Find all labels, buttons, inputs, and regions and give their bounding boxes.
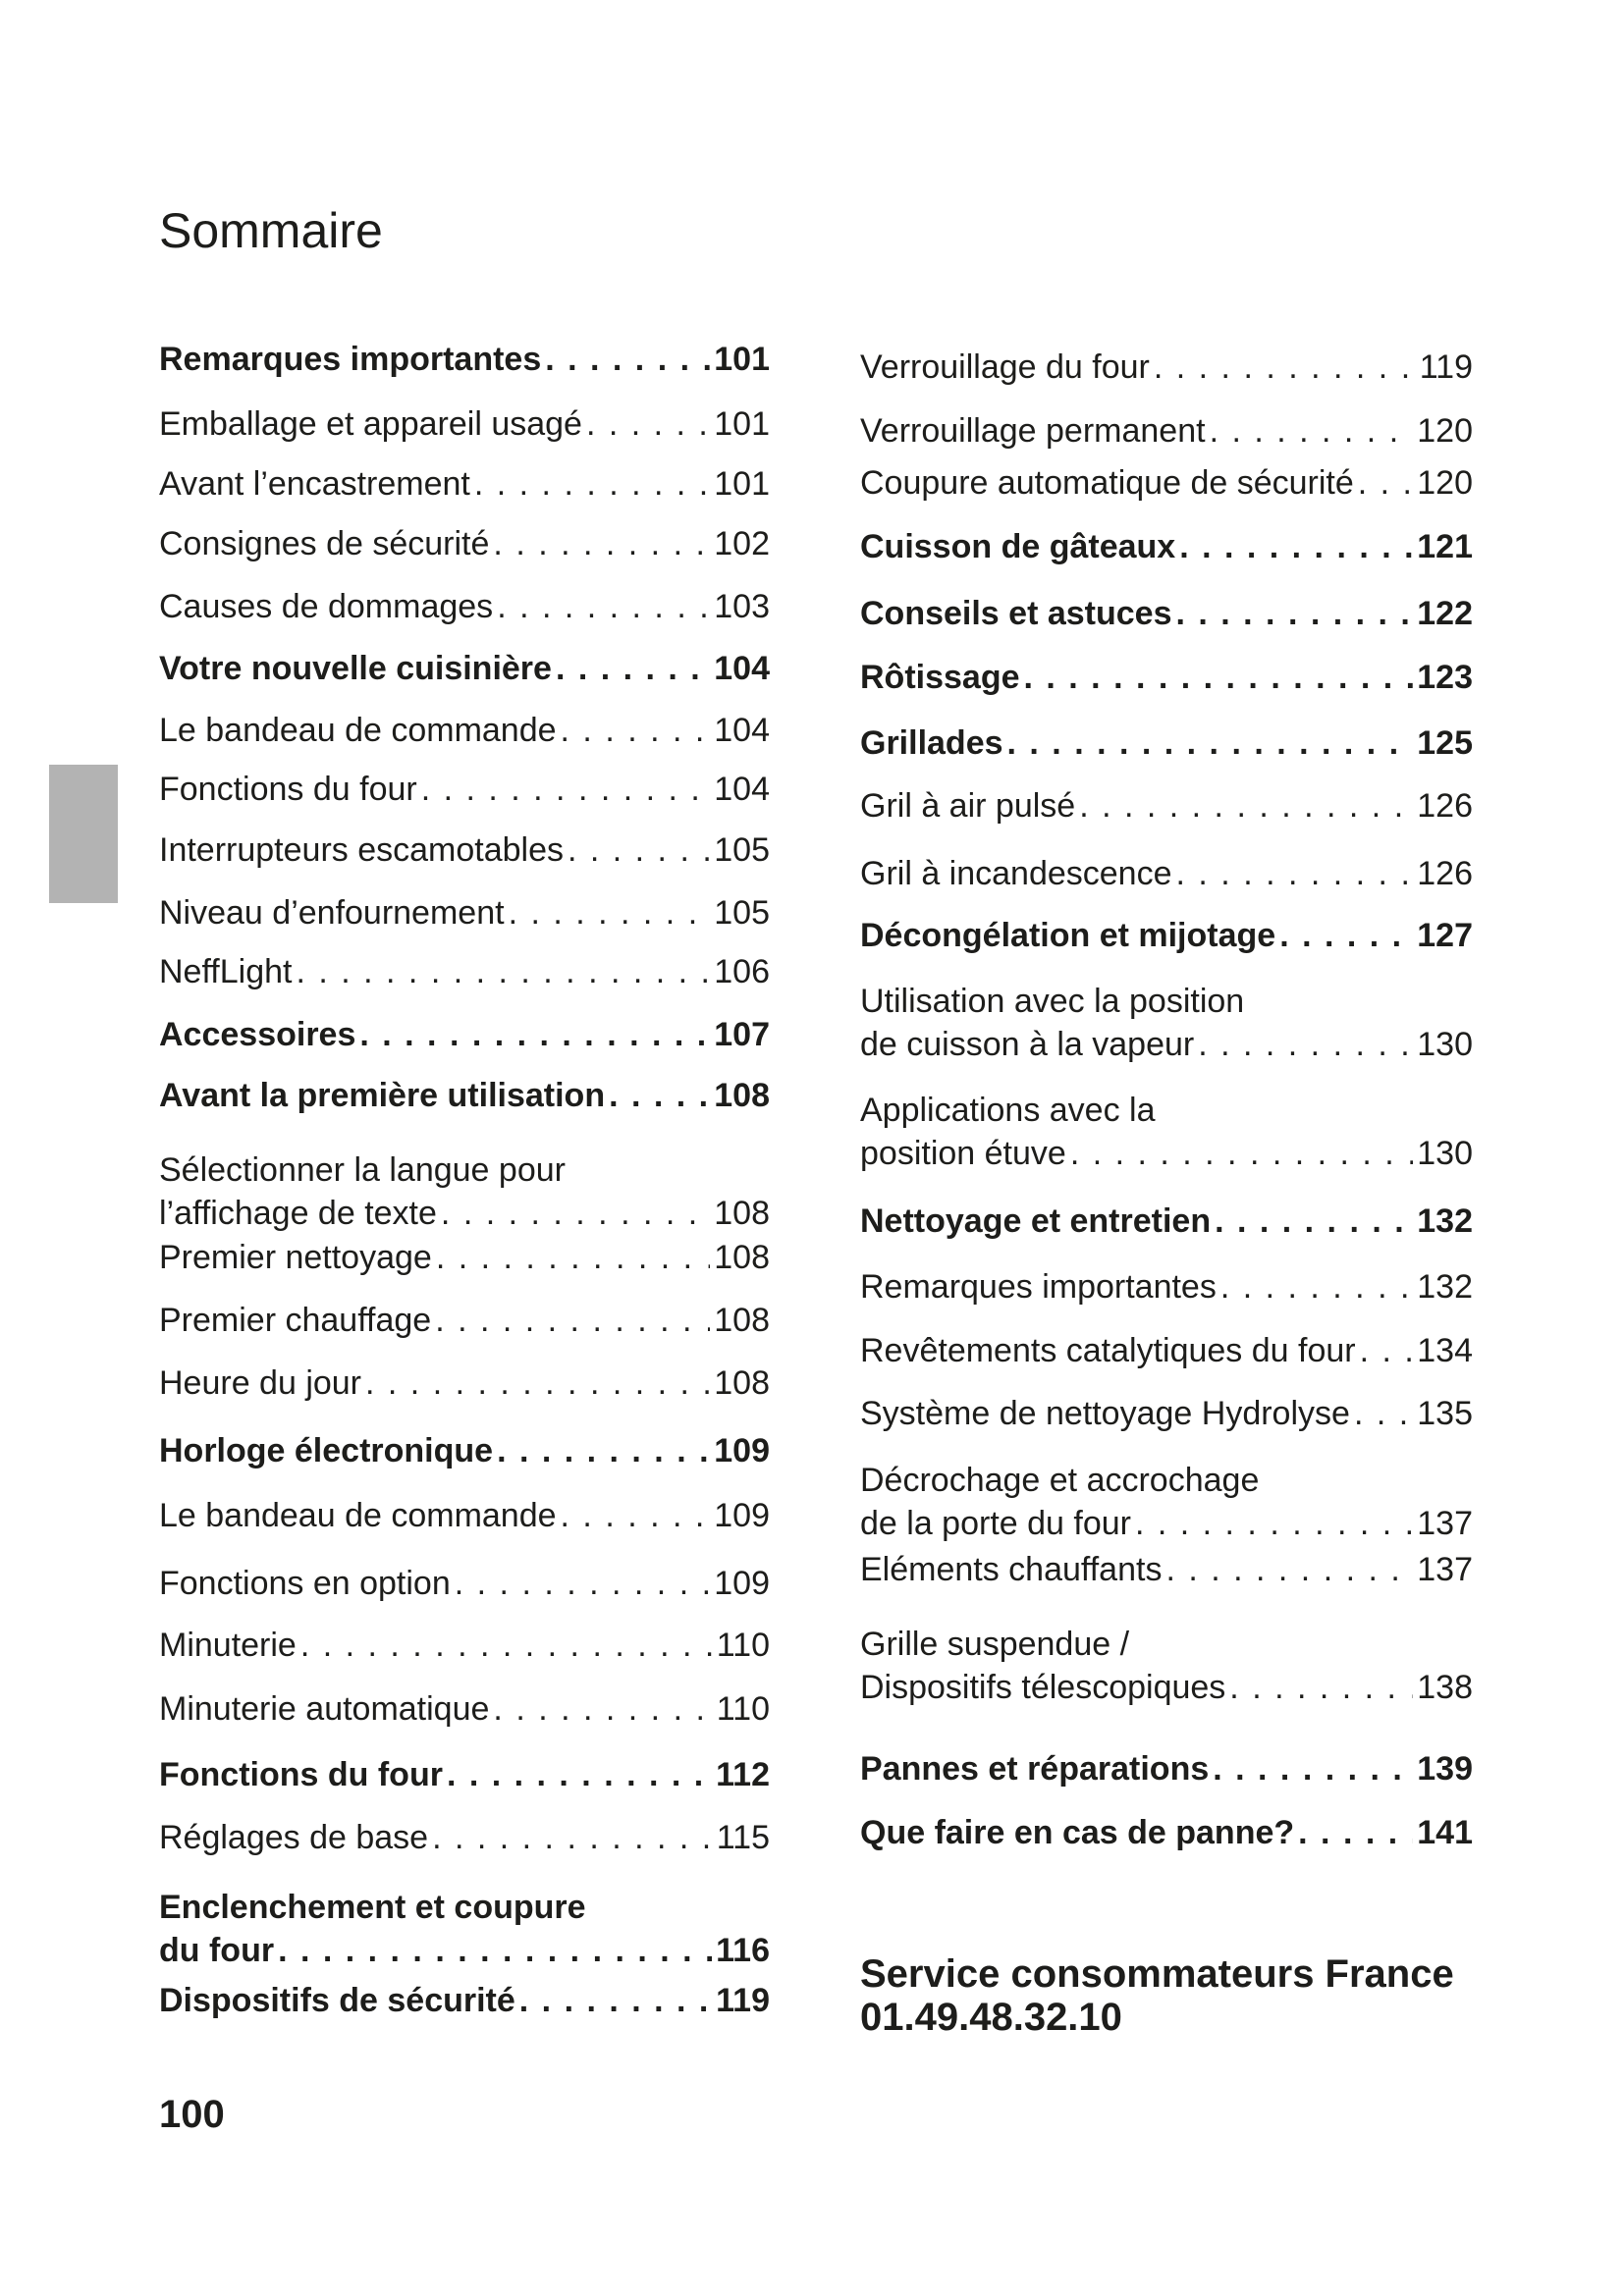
toc-entry-votre-nouvelle-cuisiniere <box>159 647 770 690</box>
toc-entry-nefflight <box>159 950 770 993</box>
dot-leader <box>497 585 710 628</box>
dot-leader <box>561 1494 711 1537</box>
dot-leader <box>1279 914 1413 957</box>
dot-leader <box>1220 1265 1413 1308</box>
toc-entry-consignes-de-securite <box>159 522 770 565</box>
toc-entry-page: 110 <box>716 1690 770 1728</box>
toc-entry-gril-a-air-pulse <box>860 784 1473 828</box>
toc-entry-label: NeffLight <box>159 953 293 990</box>
toc-entry-interrupteurs-escamotables <box>159 828 770 872</box>
toc-entry-page: 105 <box>714 831 770 869</box>
toc-entry-label: Gril à incandescence <box>860 855 1172 892</box>
toc-entry-page: 123 <box>1417 659 1473 696</box>
toc-entry-page: 139 <box>1417 1750 1473 1788</box>
toc-entry-label: Le bandeau de commande <box>159 1497 557 1534</box>
toc-entry-fonctions-du-four <box>159 768 770 811</box>
toc-entry-gril-a-incandescence <box>860 852 1473 895</box>
toc-entry-label: Verrouillage du four <box>860 348 1150 386</box>
toc-entry-label: Minuterie <box>159 1627 297 1664</box>
toc-entry-label: Consignes de sécurité <box>159 525 490 562</box>
toc-entry-label: Minuterie automatique <box>159 1690 490 1728</box>
toc-entry-label: de la porte du four <box>860 1505 1131 1542</box>
toc-entry-page: 108 <box>714 1302 770 1339</box>
toc-entry-label: Premier chauffage <box>159 1302 432 1339</box>
toc-entry-label: Que faire en cas de panne? <box>860 1814 1295 1851</box>
toc-entry-horloge-electronique <box>159 1429 770 1472</box>
toc-entry-page: 102 <box>714 525 770 562</box>
dot-leader <box>586 402 710 446</box>
dot-leader <box>556 647 710 690</box>
section-tab-marker <box>49 765 118 903</box>
toc-entry-nettoyage-et-entretien <box>860 1200 1473 1243</box>
toc-entry-page: 105 <box>714 894 770 932</box>
dot-leader <box>519 1979 712 2022</box>
dot-leader <box>568 828 710 872</box>
toc-entry-label: Causes de dommages <box>159 588 494 625</box>
toc-entry-page: 116 <box>716 1932 770 1969</box>
dot-leader <box>561 709 711 752</box>
dot-leader <box>474 462 710 506</box>
dot-leader <box>1007 721 1414 765</box>
toc-entry-page: 101 <box>714 405 770 443</box>
toc-entry-page: 126 <box>1417 787 1473 825</box>
toc-entry-que-faire-en-cas-de-panne <box>860 1811 1473 1854</box>
toc-entry-label: Grillades <box>860 724 1003 762</box>
dot-leader <box>1215 1200 1413 1243</box>
toc-entry-page: 110 <box>716 1627 770 1664</box>
dot-leader <box>1070 1132 1413 1175</box>
dot-leader <box>432 1816 713 1859</box>
dot-leader <box>296 950 710 993</box>
toc-entry-label: Avant l’encastrement <box>159 465 470 503</box>
dot-leader <box>278 1929 712 1972</box>
dot-leader <box>1079 784 1413 828</box>
toc-entry-page: 104 <box>714 650 770 687</box>
toc-entry-page: 141 <box>1417 1814 1473 1851</box>
toc-entry-premier-nettoyage <box>159 1236 770 1279</box>
toc-entry-page: 108 <box>714 1239 770 1276</box>
toc-entry-rotissage <box>860 656 1473 699</box>
toc-entry-page: 107 <box>714 1016 770 1053</box>
toc-entry-verrouillage-permanent <box>860 409 1473 453</box>
toc-entry-page: 137 <box>1417 1505 1473 1542</box>
toc-entry-page: 101 <box>714 341 770 378</box>
toc-entry-page: 134 <box>1417 1332 1473 1369</box>
toc-entry-minuterie <box>159 1624 770 1667</box>
toc-entry-label: Remarques importantes <box>860 1268 1217 1306</box>
toc-entry-label: Fonctions du four <box>159 771 417 808</box>
toc-entry-label: Dispositifs télescopiques <box>860 1669 1226 1706</box>
dot-leader <box>609 1074 710 1117</box>
toc-entry-label: Premier nettoyage <box>159 1239 432 1276</box>
toc-entry-label: position étuve <box>860 1135 1066 1172</box>
toc-entry-page: 109 <box>714 1565 770 1602</box>
toc-entry-line: Enclenchement et coupure <box>159 1889 586 1926</box>
toc-entry-fonctions-en-option <box>159 1562 770 1605</box>
toc-entry-l-affichage-de-texte <box>159 1148 770 1235</box>
dot-leader <box>455 1562 711 1605</box>
dot-leader <box>1175 592 1413 635</box>
toc-entry-position-etuve <box>860 1089 1473 1175</box>
toc-entry-label: Rôtissage <box>860 659 1020 696</box>
dot-leader <box>1210 409 1414 453</box>
toc-entry-label: Eléments chauffants <box>860 1551 1163 1588</box>
toc-entry-line: Applications avec la <box>860 1092 1156 1129</box>
toc-entry-label: Gril à air pulsé <box>860 787 1076 825</box>
toc-entry-label: Avant la première utilisation <box>159 1077 606 1114</box>
toc-entry-page: 119 <box>1419 348 1473 386</box>
toc-entry-fonctions-du-four <box>159 1753 770 1796</box>
dot-leader <box>1165 1548 1413 1591</box>
toc-entry-label: Dispositifs de sécurité <box>159 1982 515 2019</box>
toc-entry-label: Emballage et appareil usagé <box>159 405 582 443</box>
toc-entry-revetements-catalytiques-du-four <box>860 1329 1473 1372</box>
toc-entry-dispositifs-telescopiques <box>860 1623 1473 1709</box>
toc-entry-page: 115 <box>716 1819 770 1856</box>
toc-entry-avant-la-premiere-utilisation <box>159 1074 770 1117</box>
toc-entry-page: 109 <box>714 1432 770 1469</box>
dot-leader <box>447 1753 712 1796</box>
dot-leader <box>1198 1023 1413 1066</box>
toc-entry-page: 104 <box>714 771 770 808</box>
toc-entry-label: Verrouillage permanent <box>860 412 1206 450</box>
toc-entry-accessoires <box>159 1013 770 1056</box>
toc-entry-page: 101 <box>714 465 770 503</box>
toc-entry-label: Fonctions du four <box>159 1756 443 1793</box>
toc-entry-decongelation-et-mijotage <box>860 914 1473 957</box>
toc-entry-label: Fonctions en option <box>159 1565 451 1602</box>
toc-entry-label: Interrupteurs escamotables <box>159 831 564 869</box>
toc-entry-causes-de-dommages <box>159 585 770 628</box>
toc-entry-line: Utilisation avec la position <box>860 983 1245 1020</box>
toc-entry-de-la-porte-du-four <box>860 1459 1473 1545</box>
toc-entry-label: Heure du jour <box>159 1364 362 1402</box>
toc-entry-page: 121 <box>1417 528 1473 565</box>
toc-entry-remarques-importantes <box>860 1265 1473 1308</box>
service-contact <box>860 1952 1454 2039</box>
dot-leader <box>545 338 710 381</box>
toc-entry-label: Réglages de base <box>159 1819 429 1856</box>
toc-entry-page: 126 <box>1417 855 1473 892</box>
page-title: Sommaire <box>159 203 383 258</box>
dot-leader <box>493 522 710 565</box>
dot-leader <box>1024 656 1414 699</box>
dot-leader <box>421 768 711 811</box>
toc-entry-le-bandeau-de-commande <box>159 709 770 752</box>
dot-leader <box>1360 1329 1414 1372</box>
dot-leader <box>1298 1811 1413 1854</box>
toc-entry-page: 120 <box>1417 464 1473 502</box>
dot-leader <box>359 1013 710 1056</box>
toc-entry-label: Votre nouvelle cuisinière <box>159 650 552 687</box>
toc-entry-de-cuisson-a-la-vapeur <box>860 980 1473 1066</box>
toc-entry-niveau-d-enfournement <box>159 891 770 934</box>
dot-leader <box>441 1192 710 1235</box>
toc-entry-label: Coupure automatique de sécurité <box>860 464 1354 502</box>
toc-entry-page: 138 <box>1417 1669 1473 1706</box>
toc-entry-label: Accessoires <box>159 1016 356 1053</box>
toc-entry-page: 137 <box>1417 1551 1473 1588</box>
toc-entry-page: 122 <box>1417 595 1473 632</box>
dot-leader <box>1179 525 1413 568</box>
service-phone: 01.49.48.32.10 <box>860 1996 1122 2039</box>
toc-entry-line: Décrochage et accrochage <box>860 1462 1260 1499</box>
toc-entry-pannes-et-reparations <box>860 1747 1473 1790</box>
toc-entry-label: Horloge électronique <box>159 1432 494 1469</box>
toc-entry-page: 103 <box>714 588 770 625</box>
toc-entry-page: 112 <box>716 1756 770 1793</box>
dot-leader <box>365 1362 710 1405</box>
toc-entry-label: Système de nettoyage Hydrolyse <box>860 1395 1350 1432</box>
toc-entry-label: Revêtements catalytiques du four <box>860 1332 1356 1369</box>
dot-leader <box>493 1687 712 1731</box>
toc-entry-line: Sélectionner la langue pour <box>159 1151 566 1189</box>
dot-leader <box>1213 1747 1413 1790</box>
toc-entry-page: 119 <box>716 1982 770 2019</box>
toc-entry-label: de cuisson à la vapeur <box>860 1026 1195 1063</box>
toc-entry-label: Le bandeau de commande <box>159 712 557 749</box>
dot-leader <box>509 891 711 934</box>
page-number: 100 <box>159 2093 225 2136</box>
toc-entry-page: 127 <box>1417 917 1473 954</box>
toc-entry-page: 106 <box>714 953 770 990</box>
dot-leader <box>1229 1666 1413 1709</box>
toc-entry-reglages-de-base <box>159 1816 770 1859</box>
toc-entry-page: 109 <box>714 1497 770 1534</box>
toc-entry-line: Grille suspendue / <box>860 1626 1130 1663</box>
toc-entry-label: Cuisson de gâteaux <box>860 528 1176 565</box>
dot-leader <box>1358 461 1414 505</box>
toc-entry-remarques-importantes <box>159 338 770 381</box>
toc-entry-page: 132 <box>1417 1202 1473 1240</box>
toc-entry-page: 132 <box>1417 1268 1473 1306</box>
toc-entry-verrouillage-du-four <box>860 346 1473 389</box>
toc-entry-page: 130 <box>1417 1135 1473 1172</box>
toc-entry-page: 108 <box>714 1195 770 1232</box>
toc-entry-grillades <box>860 721 1473 765</box>
toc-entry-elements-chauffants <box>860 1548 1473 1591</box>
toc-entry-label: Décongélation et mijotage <box>860 917 1276 954</box>
toc-entry-le-bandeau-de-commande <box>159 1494 770 1537</box>
toc-entry-coupure-automatique-de-securite <box>860 461 1473 505</box>
toc-entry-label: Nettoyage et entretien <box>860 1202 1212 1240</box>
toc-entry-cuisson-de-gateaux <box>860 525 1473 568</box>
dot-leader <box>497 1429 710 1472</box>
toc-entry-label: Conseils et astuces <box>860 595 1172 632</box>
dot-leader <box>435 1299 710 1342</box>
toc-entry-conseils-et-astuces <box>860 592 1473 635</box>
toc-entry-premier-chauffage <box>159 1299 770 1342</box>
toc-entry-dispositifs-de-securite <box>159 1979 770 2022</box>
dot-leader <box>300 1624 713 1667</box>
toc-entry-avant-l-encastrement <box>159 462 770 506</box>
dot-leader <box>436 1236 710 1279</box>
toc-entry-page: 130 <box>1417 1026 1473 1063</box>
toc-entry-page: 104 <box>714 712 770 749</box>
dot-leader <box>1154 346 1416 389</box>
toc-entry-label: Niveau d’enfournement <box>159 894 505 932</box>
toc-entry-label: Remarques importantes <box>159 341 542 378</box>
toc-entry-systeme-de-nettoyage-hydrolyse <box>860 1392 1473 1435</box>
dot-leader <box>1176 852 1414 895</box>
toc-entry-label: Pannes et réparations <box>860 1750 1210 1788</box>
toc-entry-page: 108 <box>714 1077 770 1114</box>
toc-entry-emballage-et-appareil-usage <box>159 402 770 446</box>
toc-entry-minuterie-automatique <box>159 1687 770 1731</box>
dot-leader <box>1135 1502 1413 1545</box>
toc-entry-page: 135 <box>1417 1395 1473 1432</box>
toc-entry-label: l’affichage de texte <box>159 1195 437 1232</box>
toc-entry-du-four <box>159 1886 770 1972</box>
toc-entry-label: du four <box>159 1932 275 1969</box>
toc-entry-page: 125 <box>1417 724 1473 762</box>
toc-entry-heure-du-jour <box>159 1362 770 1405</box>
dot-leader <box>1354 1392 1413 1435</box>
service-label: Service consommateurs France <box>860 1952 1454 1996</box>
toc-entry-page: 120 <box>1417 412 1473 450</box>
toc-entry-page: 108 <box>714 1364 770 1402</box>
